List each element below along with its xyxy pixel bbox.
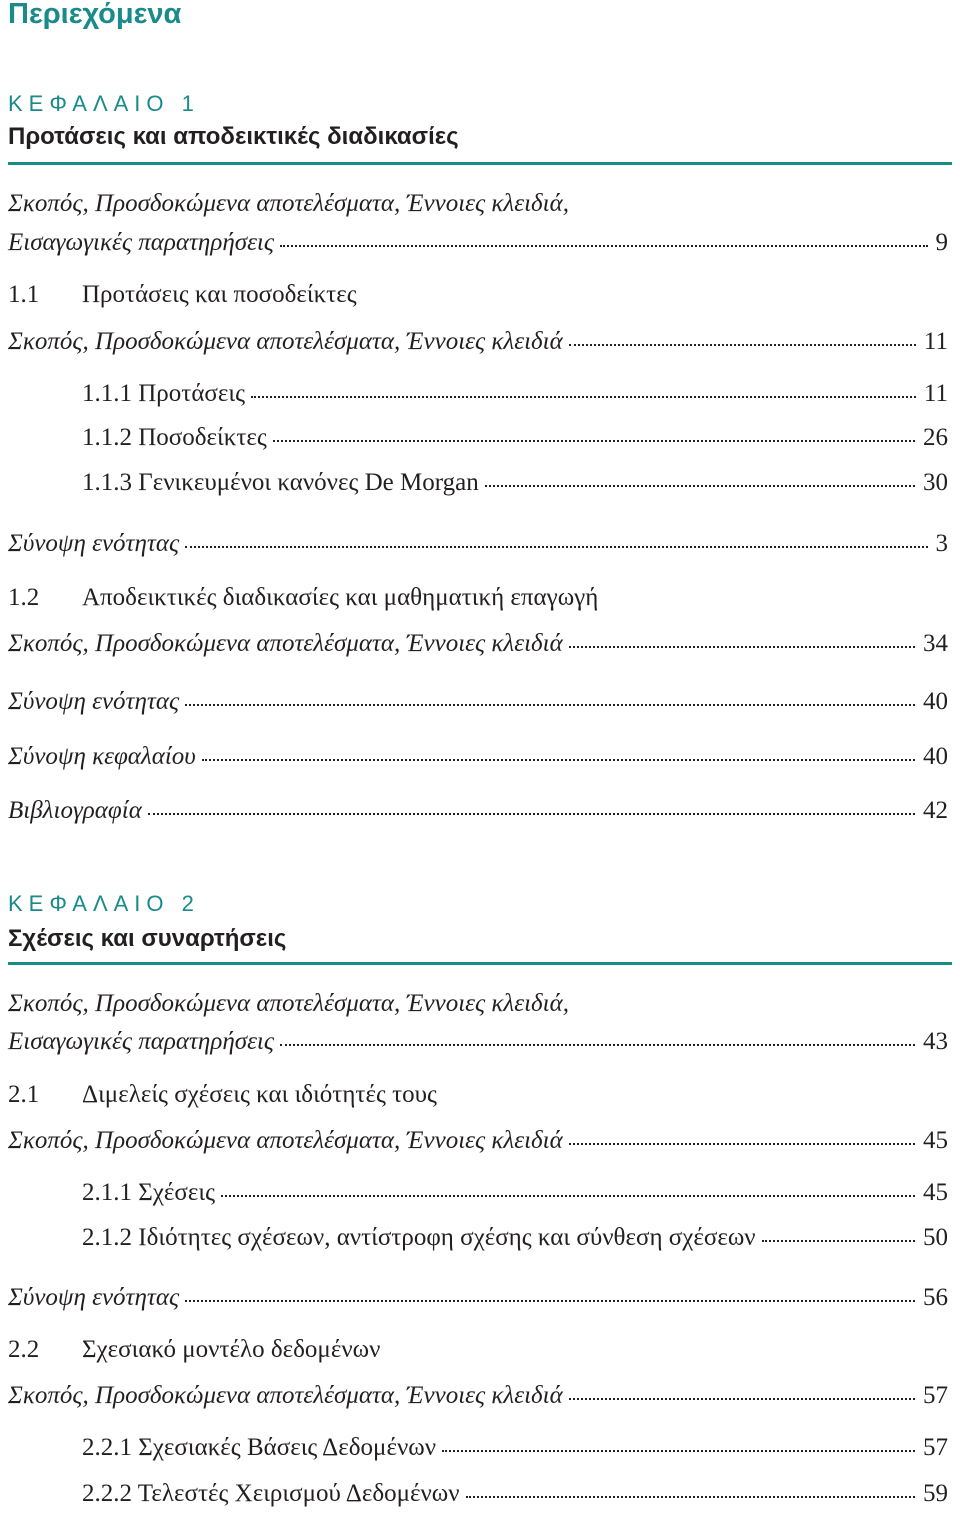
toc-page-number: 43 [923, 1028, 948, 1055]
toc-entry[interactable] [8, 1028, 948, 1064]
toc-page-number: 40 [923, 688, 948, 715]
toc-entry-text: Σκοπός, Προσδοκώμενα αποτελέσματα, Έννοιες κλειδιά, [8, 190, 569, 217]
toc-page-number: 59 [923, 1480, 948, 1507]
toc-page-number: 50 [923, 1224, 948, 1251]
toc-entry-text: Αποδεικτικές διαδικασίες και μαθηματική επαγωγή [82, 584, 599, 611]
toc-entry[interactable] [8, 328, 948, 364]
toc-page-number: 30 [923, 469, 948, 496]
leader-dots [569, 344, 916, 346]
toc-entry-text: 2.1.2 Ιδιότητες σχέσεων, αντίστροφη σχέσης και σύνθεση σχέσεων [82, 1224, 756, 1251]
page-title: Περιεχόμενα [8, 0, 182, 30]
toc-entry[interactable] [8, 229, 948, 265]
toc-section-number: 2.1 [8, 1081, 40, 1108]
leader-dots [273, 440, 915, 442]
toc-entry-text: Διμελείς σχέσεις και ιδιότητές τους [82, 1081, 437, 1108]
toc-page-number: 45 [923, 1127, 948, 1154]
chapter-2-title: Σχέσεις και συναρτήσεις [8, 925, 287, 952]
chapter-2-label: ΚΕΦΑΛΑΙΟ 2 [8, 891, 200, 916]
toc-entry-text: Σκοπός, Προσδοκώμενα αποτελέσματα, Έννοιες κλειδιά [8, 1127, 563, 1154]
toc-page-number: 26 [923, 424, 948, 451]
toc-entry-text: Εισαγωγικές παρατηρήσεις [8, 229, 275, 256]
toc-subsection[interactable] [82, 469, 948, 505]
toc-page-number: 42 [923, 797, 948, 824]
toc-subsection[interactable] [82, 380, 948, 416]
toc-subsection[interactable] [82, 424, 948, 460]
chapter-1-rule [8, 162, 952, 165]
leader-dots [466, 1496, 915, 1498]
toc-page-number: 11 [923, 380, 948, 407]
toc-entry-text: 1.1.2 Ποσοδείκτες [82, 424, 267, 451]
toc-entry-text: 2.2.2 Τελεστές Χειρισμού Δεδομένων [82, 1480, 460, 1507]
leader-dots [569, 1143, 915, 1145]
toc-subsection[interactable] [82, 1434, 948, 1470]
toc-page-number: 9 [935, 229, 948, 256]
toc-entry[interactable] [8, 1127, 948, 1163]
toc-section-heading[interactable] [8, 1081, 948, 1117]
toc-entry-text: Εισαγωγικές παρατηρήσεις [8, 1028, 275, 1055]
toc-entry-text: 2.2.1 Σχεσιακές Βάσεις Δεδομένων [82, 1434, 437, 1461]
toc-entry-text: Σκοπός, Προσδοκώμενα αποτελέσματα, Έννοιες κλειδιά [8, 630, 563, 657]
chapter-2-rule [8, 962, 952, 965]
leader-dots [569, 646, 915, 648]
toc-entry-text: Προτάσεις και ποσοδείκτες [82, 281, 357, 308]
leader-dots [202, 759, 915, 761]
toc-page-number: 56 [923, 1284, 948, 1311]
leader-dots [185, 704, 915, 706]
toc-entry[interactable] [8, 1382, 948, 1418]
leader-dots [185, 546, 927, 548]
toc-entry[interactable] [8, 743, 948, 779]
toc-entry-text: Σκοπός, Προσδοκώμενα αποτελέσματα, Έννοιες κλειδιά, [8, 990, 569, 1017]
leader-dots [569, 1398, 915, 1400]
leader-dots [442, 1450, 915, 1452]
toc-entry-text: Σύνοψη ενότητας [8, 530, 180, 557]
toc-entry-text: Σύνοψη ενότητας [8, 1284, 180, 1311]
toc-entry[interactable] [8, 688, 948, 724]
toc-page-number: 45 [923, 1179, 948, 1206]
toc-page-number: 11 [923, 328, 948, 355]
toc-page-number: 57 [923, 1382, 948, 1409]
toc-entry-text: 2.1.1 Σχέσεις [82, 1179, 215, 1206]
toc-entry[interactable] [8, 530, 948, 566]
leader-dots [762, 1240, 915, 1242]
toc-entry-text: Σύνοψη κεφαλαίου [8, 743, 196, 770]
toc-subsection[interactable] [82, 1480, 948, 1516]
toc-subsection[interactable] [82, 1224, 948, 1260]
toc-entry-text: Σχεσιακό μοντέλο δεδομένων [82, 1336, 381, 1363]
toc-entry[interactable] [8, 190, 948, 226]
toc-entry-text: 1.1.1 Προτάσεις [82, 380, 246, 407]
toc-section-number: 1.2 [8, 584, 40, 611]
chapter-1-title: Προτάσεις και αποδεικτικές διαδικασίες [8, 123, 459, 150]
toc-section-number: 1.1 [8, 281, 40, 308]
toc-section-number: 2.2 [8, 1336, 40, 1363]
toc-section-heading[interactable] [8, 584, 948, 620]
toc-entry[interactable] [8, 990, 948, 1026]
toc-subsection[interactable] [82, 1179, 948, 1215]
toc-entry-text: Σκοπός, Προσδοκώμενα αποτελέσματα, Έννοιες κλειδιά [8, 1382, 563, 1409]
toc-entry[interactable] [8, 797, 948, 833]
leader-dots [185, 1300, 915, 1302]
leader-dots [485, 485, 915, 487]
toc-entry-text: 1.1.3 Γενικευμένοι κανόνες De Morgan [82, 469, 479, 496]
toc-entry-text: Βιβλιογραφία [8, 797, 142, 824]
toc-entry[interactable] [8, 1284, 948, 1320]
toc-entry[interactable] [8, 630, 948, 666]
toc-entry-text: Σκοπός, Προσδοκώμενα αποτελέσματα, Έννοιες κλειδιά [8, 328, 563, 355]
leader-dots [148, 813, 915, 815]
leader-dots [280, 245, 927, 247]
chapter-1-label: ΚΕΦΑΛΑΙΟ 1 [8, 91, 200, 116]
toc-page-number: 57 [923, 1434, 948, 1461]
leader-dots [221, 1195, 915, 1197]
toc-section-heading[interactable] [8, 281, 948, 317]
toc-page-number: 34 [923, 630, 948, 657]
toc-section-heading[interactable] [8, 1336, 948, 1372]
leader-dots [251, 396, 916, 398]
toc-page-number: 3 [935, 530, 948, 557]
toc-page-number: 40 [923, 743, 948, 770]
toc-entry-text: Σύνοψη ενότητας [8, 688, 180, 715]
leader-dots [280, 1044, 915, 1046]
